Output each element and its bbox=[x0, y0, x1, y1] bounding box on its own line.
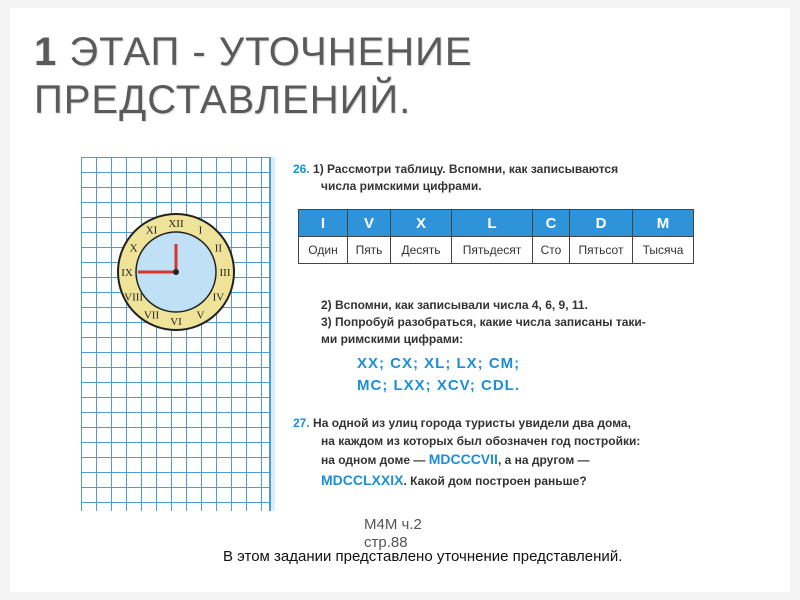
year-first-house: MDCCCVII bbox=[428, 451, 498, 467]
word-cell: Пять bbox=[348, 237, 391, 264]
clock-numeral: VIII bbox=[124, 291, 144, 304]
clock-numeral: XII bbox=[168, 218, 184, 230]
clock-numeral: V bbox=[196, 309, 205, 322]
slide-note: В этом задании представлено уточнение представлений. bbox=[223, 548, 623, 565]
grid-paper bbox=[81, 157, 271, 511]
task26-line2: числа римскими цифрами. bbox=[321, 179, 482, 193]
title-text: ЭТАП - УТОЧНЕНИЕ ПРЕДСТАВЛЕНИЙ. bbox=[34, 30, 473, 122]
symbol-cell: V bbox=[348, 210, 391, 237]
task27-line3 bbox=[321, 451, 590, 469]
clock-numeral: VI bbox=[170, 316, 182, 328]
task26-question3-line2: ми римскими цифрами: bbox=[321, 332, 464, 346]
table-row-words bbox=[299, 237, 694, 264]
roman-numbers-line2: MC; LXX; XCV; CDL. bbox=[357, 377, 520, 394]
slide-title bbox=[34, 28, 754, 124]
task26-line1 bbox=[293, 161, 618, 178]
symbol-cell: L bbox=[452, 210, 533, 237]
word-cell: Один bbox=[299, 237, 348, 264]
task27-text4: . Какой дом построен раньше? bbox=[403, 474, 587, 488]
page-divider bbox=[271, 157, 275, 511]
clock-numeral: VII bbox=[143, 309, 160, 322]
table-row-symbols bbox=[299, 210, 694, 237]
task26-text1: 1) Рассмотри таблицу. Вспомни, как записываются bbox=[313, 162, 619, 176]
task27-text1: На одной из улиц города туристы увидели два дома, bbox=[313, 416, 631, 430]
symbol-cell: C bbox=[533, 210, 570, 237]
word-cell: Сто bbox=[533, 237, 570, 264]
word-cell: Пятьдесят bbox=[452, 237, 533, 264]
clock-center bbox=[173, 269, 179, 275]
clock-numeral: III bbox=[219, 267, 231, 279]
title-number: 1 bbox=[34, 30, 58, 74]
textbook-reference: М4М ч.2 стр.88 bbox=[364, 516, 422, 551]
clock-numeral: XI bbox=[145, 224, 158, 237]
clock-numeral: IV bbox=[212, 291, 225, 304]
word-cell: Пятьсот bbox=[570, 237, 633, 264]
symbol-cell: X bbox=[391, 210, 452, 237]
symbol-cell: D bbox=[570, 210, 633, 237]
roman-clock bbox=[116, 212, 236, 332]
word-cell: Десять bbox=[391, 237, 452, 264]
task26-number: 26. bbox=[293, 162, 310, 176]
clock-numeral: X bbox=[129, 242, 138, 255]
task27-line1 bbox=[293, 415, 631, 432]
roman-numerals-table bbox=[298, 209, 694, 264]
roman-numbers-line1: XX; CX; XL; LX; CM; bbox=[357, 355, 521, 372]
task26-question2: 2) Вспомни, как записывали числа 4, 6, 9, 11. bbox=[321, 298, 588, 312]
task26-question3-line1: 3) Попробуй разобраться, какие числа записаны таки- bbox=[321, 315, 646, 329]
clock-numeral: II bbox=[214, 242, 223, 255]
task27-number: 27. bbox=[293, 416, 310, 430]
clock-numeral: I bbox=[198, 224, 203, 237]
year-second-house: MDCCLXXIX bbox=[321, 472, 404, 488]
task27-text3b: , а на другом — bbox=[497, 453, 590, 467]
word-cell: Тысяча bbox=[633, 237, 694, 264]
symbol-cell: M bbox=[633, 210, 694, 237]
task27-line2: на каждом из которых был обозначен год постройки: bbox=[321, 434, 641, 448]
task27-line4 bbox=[321, 472, 587, 490]
task27-text3: на одном доме — bbox=[321, 453, 426, 467]
textbook-page bbox=[81, 157, 731, 511]
clock-numeral: IX bbox=[121, 267, 133, 279]
symbol-cell: I bbox=[299, 210, 348, 237]
